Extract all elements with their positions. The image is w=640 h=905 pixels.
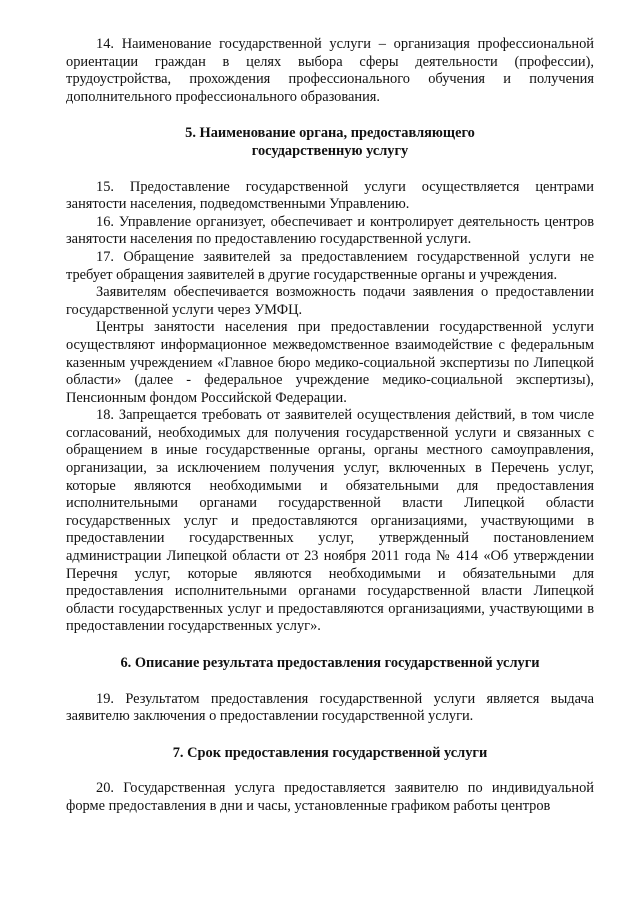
section-heading-6 <box>66 655 594 673</box>
paragraph-20: 20. Государственная услуга предоставляется заявителю по индивидуальной форме предоставления в дни и часы, установленные графиком работы центров <box>66 780 594 814</box>
section-heading-7 <box>66 745 594 763</box>
paragraph-14: 14. Наименование государственной услуги – организация профессиональной ориентации граждан в целях выбора сферы деятельности (профессии), трудоустройства, прохождения профессионального обучения и получения дополнительного профессионального образования. <box>66 36 594 105</box>
paragraph-18: 18. Запрещается требовать от заявителей осуществления действий, в том числе согласований, необходимых для получения государственной услуги и связанных с обращением в иные государственные органы, органы местного самоуправления, организации, за исключением получения услуг, включенных в Перечень услуг, которые являются необходимыми и обязательными для предоставления исполнительными органами государственной власти Липецкой области государственных услуг и предоставляются организациями, участвующими в предоставлении государственных услуг, утвержденный постановлением администрации Липецкой области от 23 ноября 2011 года № 414 «Об утверждении Перечня услуг, которые являются необходимыми и обязательными для предоставления исполнительными органами государственной власти Липецкой области государственных услуг и предоставляются организациями, участвующими в предоставлении государственных услуг». <box>66 407 594 635</box>
paragraph-16: 16. Управление организует, обеспечивает и контролирует деятельность центров занятости населения по предоставлению государственной услуги. <box>66 213 594 248</box>
paragraph-19: 19. Результатом предоставления государственной услуги является выдача заявителю заключения о предоставлении государственной услуги. <box>66 690 594 725</box>
section-heading-5 <box>66 125 594 160</box>
section-heading-7-line-1: 7. Срок предоставления государственной услуги <box>172 744 488 761</box>
section-heading-6-line-1: 6. Описание результата предоставления государственной услуги <box>120 655 540 671</box>
section-heading-5-line-1: 5. Наименование органа, предоставляющего <box>185 125 475 142</box>
paragraph-17-umfc: Заявителям обеспечивается возможность подачи заявления о предоставлении государственной услуги через УМФЦ. <box>66 284 594 318</box>
paragraph-17-interaction: Центры занятости населения при предоставлении государственной услуги осуществляют информационное межведомственное взаимодействие с федеральным казенным учреждением «Главное бюро медико-социальной экспертизы по Липецкой области» (далее - федеральное учреждение медико-социальной экспертизы), Пенсионным фондом Российской Федерации. <box>66 319 594 406</box>
paragraph-17: 17. Обращение заявителей за предоставлением государственной услуги не требует обращения заявителей в другие государственные органы и учреждения. <box>66 248 594 283</box>
document-page <box>66 36 594 816</box>
section-heading-5-line-2: государственную услугу <box>251 142 409 159</box>
paragraph-15: 15. Предоставление государственной услуги осуществляется центрами занятости населения, подведомственными Управлению. <box>66 178 594 213</box>
